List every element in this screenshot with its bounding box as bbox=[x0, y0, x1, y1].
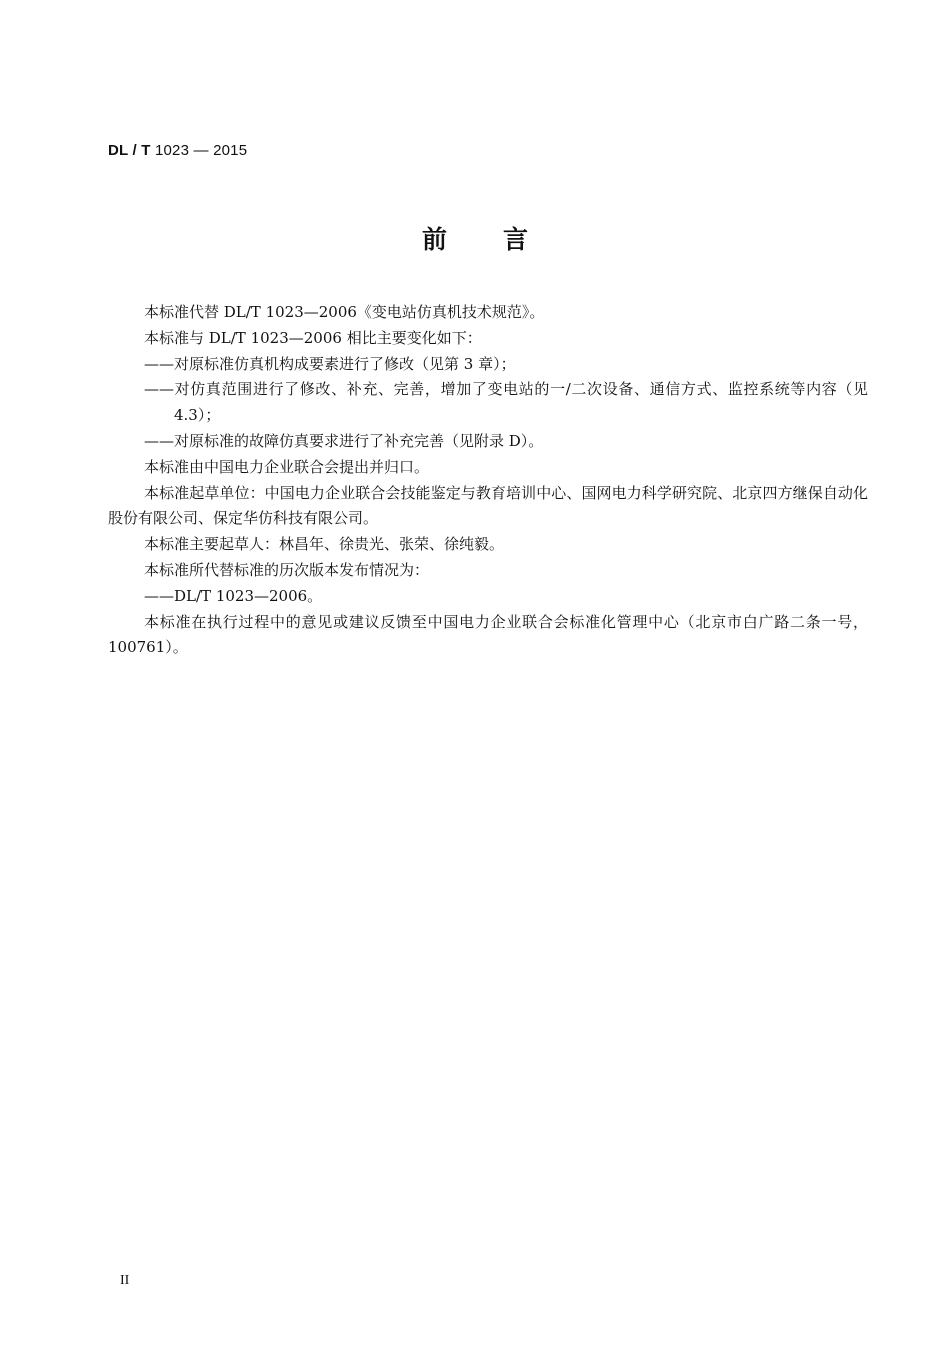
list-item-history-1: ——DL/T 1023—2006。 bbox=[144, 586, 323, 605]
document-code bbox=[108, 142, 247, 159]
list-item-change-1: ——对原标准仿真机构成要素进行了修改（见第 3 章）； bbox=[144, 354, 516, 373]
paragraph-replaces: 本标准代替 DL/T 1023—2006《变电站仿真机技术规范》。 bbox=[144, 303, 545, 321]
page-number: II bbox=[120, 1273, 130, 1288]
page-title: 前言 bbox=[421, 225, 584, 254]
paragraph-drafting-units: 本标准起草单位：中国电力企业联合会技能鉴定与教育培训中心、国网电力科学研究院、北京四方继保自动化股份有限公司、保定华仿科技有限公司。 bbox=[108, 483, 868, 528]
document-code-prefix: DL / T bbox=[108, 142, 151, 159]
paragraph-proposed-by: 本标准由中国电力企业联合会提出并归口。 bbox=[144, 457, 430, 476]
list-item-change-2: ——对仿真范围进行了修改、补充、完善，增加了变电站的一/二次设备、通信方式、监控系统等内容（见 4.3）； bbox=[144, 380, 868, 425]
document-code-number: 1023 — 2015 bbox=[154, 142, 248, 159]
paragraph-changes-intro: 本标准与 DL/T 1023—2006 相比主要变化如下： bbox=[144, 328, 482, 347]
paragraph-drafters: 本标准主要起草人：林昌年、徐贵光、张荣、徐纯毅。 bbox=[144, 535, 505, 554]
paragraph-feedback: 本标准在执行过程中的意见或建议反馈至中国电力企业联合会标准化管理中心（北京市白广路二条一号，100761）。 bbox=[108, 612, 868, 657]
list-item-change-3: ——对原标准的故障仿真要求进行了补充完善（见附录 D）。 bbox=[144, 431, 544, 450]
paragraph-history-intro: 本标准所代替标准的历次版本发布情况为： bbox=[144, 560, 430, 579]
foreword-body bbox=[108, 300, 868, 661]
